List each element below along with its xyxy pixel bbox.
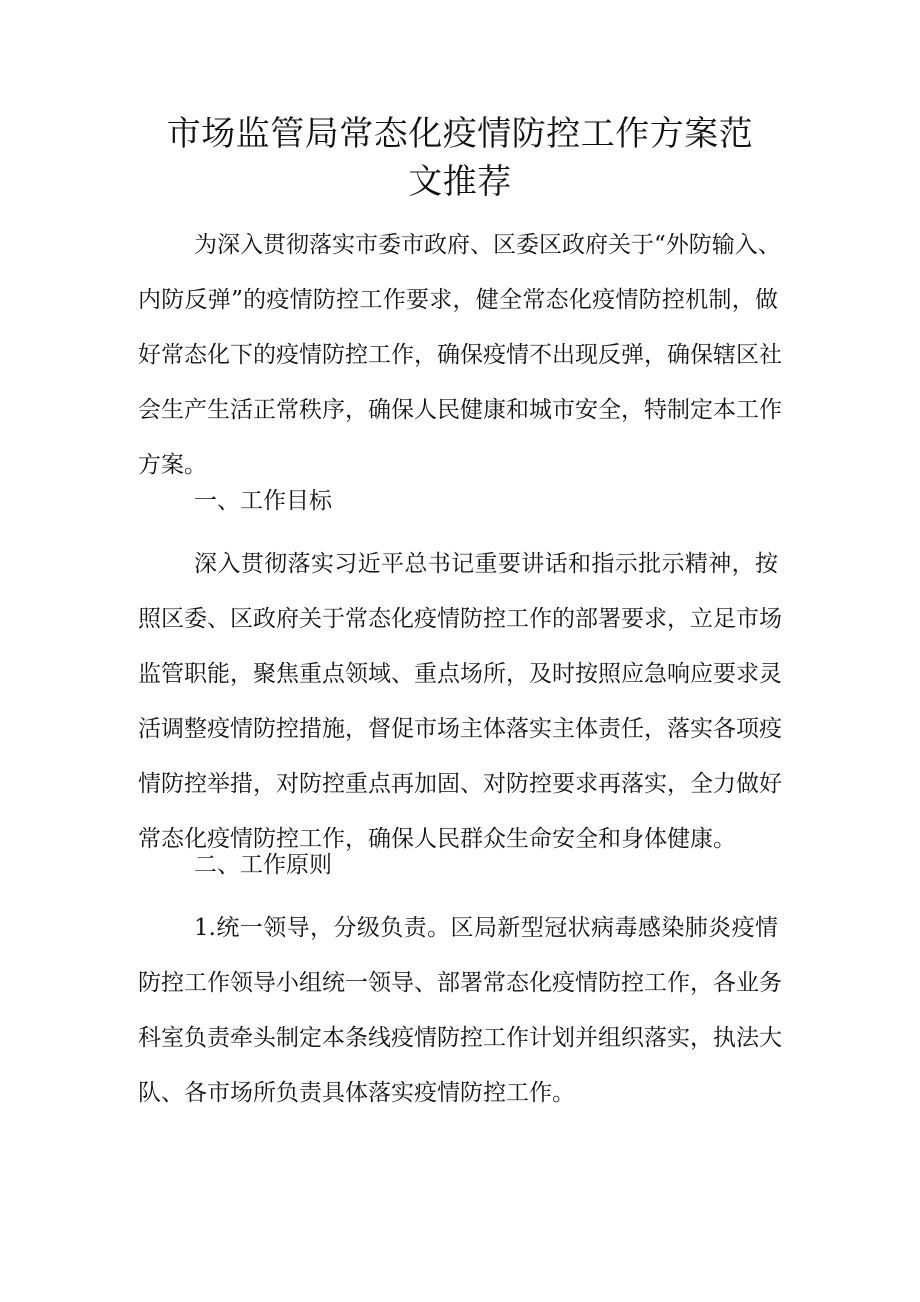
section-heading-principles: 二、工作原则 <box>194 852 332 878</box>
paragraph-line: 队、各市场所负责具体落实疫情防控工作。 <box>138 1080 575 1106</box>
paragraph-line: 好常态化下的疫情防控工作，确保疫情不出现反弹，确保辖区社 <box>138 342 782 368</box>
paragraph-line: 常态化疫情防控工作，确保人民群众生命安全和身体健康。 <box>138 826 736 852</box>
paragraph-line: 情防控举措，对防控重点再加固、对防控要求再落实，全力做好 <box>138 771 782 797</box>
paragraph-line: 活调整疫情防控措施，督促市场主体落实主体责任，落实各项疫 <box>138 716 782 742</box>
paragraph-line: 照区委、区政府关于常态化疫情防控工作的部署要求，立足市场 <box>138 606 782 632</box>
document-title <box>120 110 800 206</box>
title-line: 市场监管局常态化疫情防控工作方案范 <box>166 114 754 154</box>
intro-paragraph <box>138 218 782 493</box>
paragraph-line: 会生产生活正常秩序，确保人民健康和城市安全，特制定本工作 <box>138 397 782 423</box>
paragraph-line: 深入贯彻落实习近平总书记重要讲话和指示批示精神，按 <box>194 551 778 577</box>
principles-paragraph <box>138 901 782 1121</box>
paragraph-line: 为深入贯彻落实市委市政府、区委区政府关于“外防输入、 <box>194 232 781 258</box>
title-line: 文推荐 <box>408 162 512 202</box>
paragraph-line: 防控工作领导小组统一领导、部署常态化疫情防控工作，各业务 <box>138 970 782 996</box>
goals-paragraph <box>138 537 782 867</box>
paragraph-line: 内防反弹”的疫情防控工作要求，健全常态化疫情防控机制，做 <box>138 287 778 313</box>
paragraph-line: 科室负责牵头制定本条线疫情防控工作计划并组织落实，执法大 <box>138 1025 782 1051</box>
paragraph-line: 1.统一领导，分级负责。区局新型冠状病毒感染肺炎疫情 <box>194 915 778 941</box>
paragraph-line: 监管职能，聚焦重点领域、重点场所，及时按照应急响应要求灵 <box>138 661 782 687</box>
paragraph-line: 方案。 <box>138 452 207 478</box>
section-heading-goals: 一、工作目标 <box>194 488 332 514</box>
